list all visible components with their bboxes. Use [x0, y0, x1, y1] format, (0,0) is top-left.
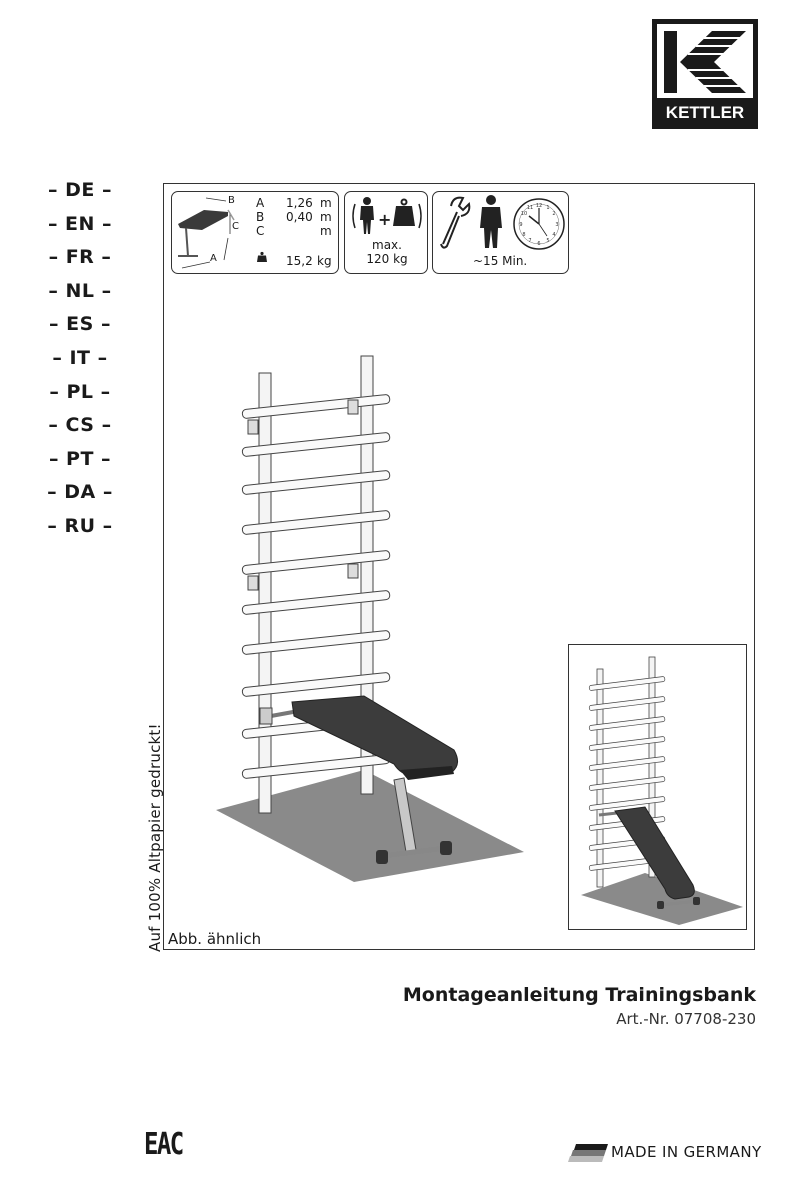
max-load-box — [344, 191, 428, 274]
svg-text:3: 3 — [555, 222, 559, 228]
svg-text:12: 12 — [535, 203, 543, 209]
eac-certification-mark: EAC — [144, 1127, 183, 1162]
svg-text:6: 6 — [537, 241, 541, 247]
inclined-bench-illustration — [569, 645, 746, 929]
svg-text:4: 4 — [552, 232, 556, 238]
inset-illustration — [568, 644, 747, 930]
recycled-paper-note: Auf 100% Altpapier gedruckt! — [146, 723, 164, 952]
dim-key-a: A — [256, 196, 265, 210]
kettler-logo — [652, 19, 758, 129]
svg-text:7: 7 — [528, 238, 532, 244]
svg-text:9: 9 — [519, 222, 523, 228]
dim-value-a: 1,26 — [286, 196, 313, 210]
svg-text:5: 5 — [546, 238, 550, 244]
language-item: – RU – — [47, 514, 113, 537]
language-item: – NL – — [48, 279, 112, 302]
svg-text:2: 2 — [552, 211, 556, 217]
language-item: – DE – — [48, 179, 112, 201]
language-item: – ES – — [49, 313, 111, 336]
dim-key-c: C — [256, 224, 265, 238]
max-label: max. — [372, 238, 402, 252]
svg-text:+: + — [378, 210, 392, 229]
dimensions-box — [171, 191, 339, 274]
flag-stripes-icon — [568, 1144, 608, 1162]
clock-icon — [514, 199, 564, 249]
dim-unit-a: m — [320, 196, 332, 210]
language-item: – IT – — [52, 346, 108, 369]
dim-unit-c: m — [320, 224, 332, 238]
assembly-time-box — [432, 191, 569, 274]
person-icon — [480, 195, 502, 248]
article-number: Art.-Nr. 07708-230 — [616, 1010, 756, 1028]
language-list — [40, 178, 120, 548]
svg-text:1: 1 — [546, 205, 550, 211]
product-weight-unit: kg — [317, 254, 332, 268]
image-caption: Abb. ähnlich — [168, 930, 262, 948]
svg-text:10: 10 — [520, 211, 528, 217]
assembly-time: ~15 Min. — [473, 254, 528, 268]
person-plus-weight-icon — [349, 194, 425, 240]
weight-icon — [256, 251, 268, 263]
dim-value-b: 0,40 — [286, 210, 313, 224]
language-item: – PL – — [49, 380, 111, 403]
language-item: – EN – — [47, 212, 113, 235]
label-b: B — [228, 195, 235, 206]
label-a: A — [210, 253, 217, 264]
assembly-icons — [437, 194, 567, 254]
max-weight-value: 120 kg — [366, 252, 408, 266]
svg-text:8: 8 — [522, 232, 526, 238]
language-item: – FR – — [48, 246, 112, 269]
language-item: – DA – — [47, 481, 113, 504]
product-weight-value: 15,2 — [286, 254, 313, 268]
label-c: C — [232, 221, 239, 232]
made-in-germany: MADE IN GERMANY — [611, 1143, 762, 1161]
dim-key-b: B — [256, 210, 265, 224]
wrench-icon — [441, 198, 469, 248]
dim-unit-b: m — [320, 210, 332, 224]
svg-text:11: 11 — [526, 205, 534, 211]
brand-wordmark: KETTLER — [665, 103, 745, 122]
document-title: Montageanleitung Trainingsbank — [402, 984, 756, 1006]
language-item: – CS – — [48, 414, 112, 437]
language-item: – PT – — [48, 447, 112, 470]
